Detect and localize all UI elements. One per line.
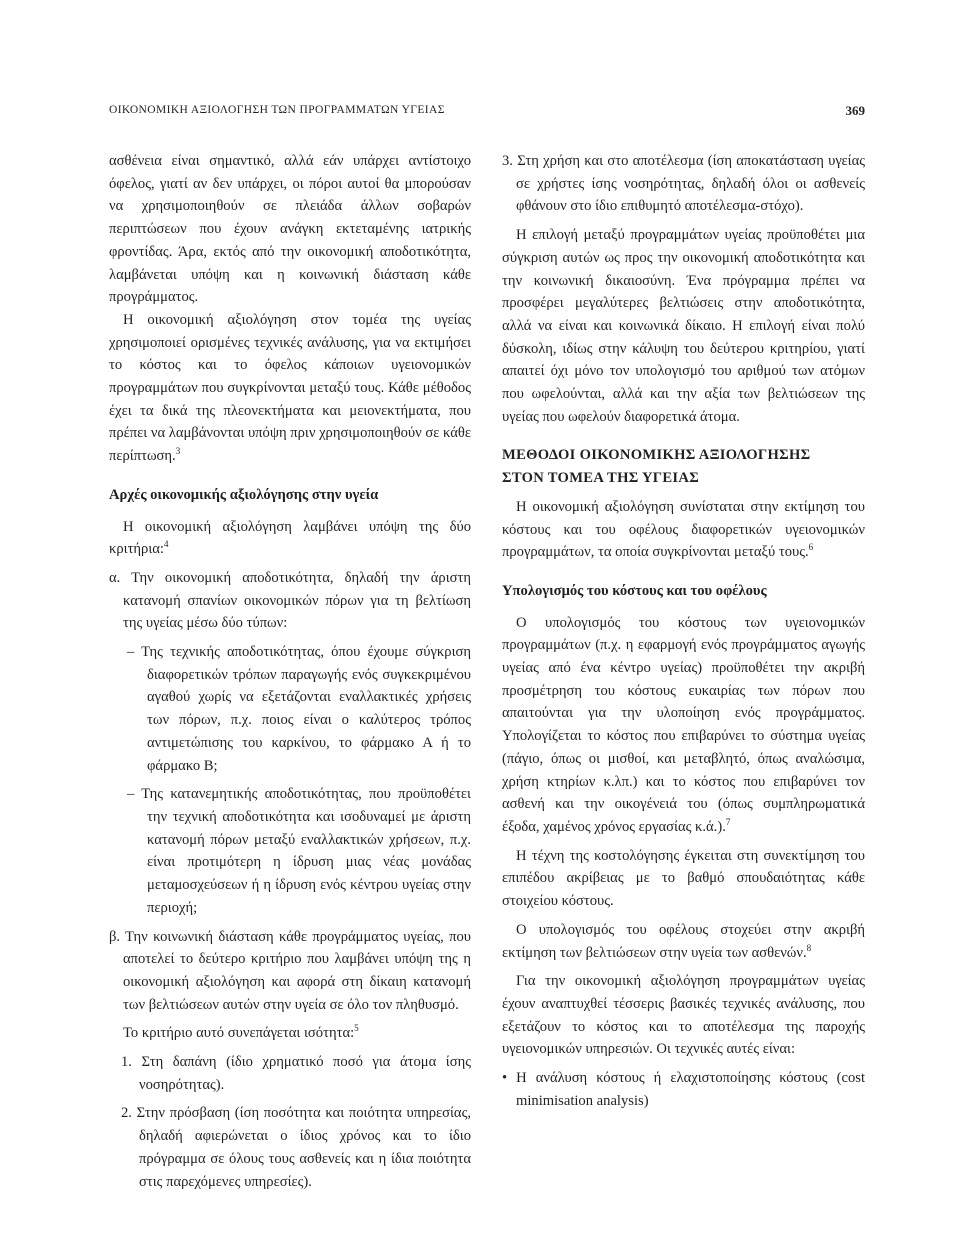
list-item: 1. Στη δαπάνη (ίδιο χρηματικό ποσό για άτομα ίσης νοσηρότητας). — [121, 1054, 471, 1093]
list-item: – Της κατανεμητικής αποδοτικότητας, που προϋποθέτει την τεχνική αποδοτικότητα και ισοδυναμεί με άριστη κατανομή πόρων μεταξύ εναλλακτικών χρήσεων, π.χ. είναι προτιμότερη η ίδρυση μιας νέας μονάδας μεταμοσχεύσεων ή η ίδρυση ενός κέντρου υγείας στην περιοχή; — [127, 786, 471, 916]
right-column — [502, 150, 865, 1112]
footnote-ref: 5 — [354, 1023, 359, 1034]
footnote-ref: 6 — [808, 542, 814, 553]
running-title: ΟΙΚΟΝΟΜΙΚΗ ΑΞΙΟΛΟΓΗΣΗ ΤΩΝ ΠΡΟΓΡΑΜΜΑΤΩΝ ΥΓΕΙΑΣ — [109, 104, 445, 116]
paragraph: ασθένεια είναι σημαντικό, αλλά εάν υπάρχει αντίστοιχο όφελος, γιατί αν δεν υπάρχει, οι πόροι αυτοί θα μπορούσαν να χρησιμοποιηθούν σε πλειάδα άλλων σοβαρών περιπτώσεων που έχουν ανάγκη εκτεταμένης ιατρικής φροντίδας. Άρα, εκτός από την οικονομική αποδοτικότητα, λαμβάνεται υπόψη και η κοινωνική διάσταση κάθε προγράμματος. — [109, 153, 471, 306]
paragraph: Η οικονομική αξιολόγηση στον τομέα της υγείας χρησιμοποιεί ορισμένες τεχνικές ανάλυσης, για να εκτιμήσει το κόστος και το όφελος κάποιων υγειονομικών προγραμμάτων που συγκρίνονται μεταξύ τους. Κάθε μέθοδος έχει τα δικά της πλεονεκτήματα και μειονεκτήματα, που πρέπει να λαμβάνονται υπόψη πριν χρησιμοποιηθούν σε κάθε περίπτωση.$^3$ — [109, 311, 471, 465]
running-header — [109, 104, 865, 124]
paragraph: Η οικονομική αξιολόγηση λαμβάνει υπόψη της δύο κριτήρια:$^4$ — [109, 518, 471, 558]
paragraph: Ο υπολογισμός του οφέλους στοχεύει στην ακριβή εκτίμηση των βελτιώσεων στην υγεία των ασθενών.$^8$ — [502, 921, 865, 961]
footnote-ref: 8 — [806, 942, 812, 953]
footnote-ref: 3 — [175, 446, 181, 457]
paragraph: Για την οικονομική αξιολόγηση προγραμμάτων υγείας έχουν αναπτυχθεί τέσσερις βασικές τεχνικές ανάλυσης, που εξετάζουν το κόστος και το αποτέλεσμα της παροχής υγειονομικών υπηρεσιών. Οι τεχνικές αυτές είναι: — [502, 973, 865, 1058]
subsection-heading: Υπολογισμός του κόστους και του οφέλους — [502, 582, 767, 599]
footnote-ref: 4 — [163, 539, 169, 550]
paragraph: Η επιλογή μεταξύ προγραμμάτων υγείας προϋποθέτει μια σύγκριση αυτών ως προς την οικονομική αποδοτικότητα και την κοινωνική δικαιοσύνη. Ένα πρόγραμμα πρέπει να προσφέρει μεγαλύτερες βελτιώσεις στην αποδοτικότητα, αλλά να είναι και κοινωνικά δίκαιο. Η επιλογή είναι πολύ δύσκολη, ιδίως στην κάλυψη του δεύτερου κριτηρίου, γιατί απαιτεί όχι μόνο τον υπολογισμό του αριθμού των ατόμων που ωφελούνται, αλλά και την αξία των βελτιώσεων της υγείας που ωφελούν διαφορετικά άτομα. — [502, 227, 865, 425]
paragraph: Το κριτήριο αυτό συνεπάγεται ισότητα:$^5$ — [123, 1023, 359, 1042]
list-item: 2. Στην πρόσβαση (ίση ποσότητα και ποιότητα υπηρεσίας, δηλαδή αφιερώνεται ο ίδιος χρόνος και το ίδιο πρόγραμμα σε όλους τους ασθενείς και η ίδια ποιότητα στις παρεχόμενες υπηρεσίες). — [121, 1105, 471, 1190]
paragraph: Η τέχνη της κοστολόγησης έγκειται στη συνεκτίμηση του επιπέδου ακρίβειας με το βαθμό σπουδαιότητας κάθε στοιχείου κόστους. — [502, 847, 865, 910]
section-heading: ΜΕΘΟΔΟΙ ΟΙΚΟΝΟΜΙΚΗΣ ΑΞΙΟΛΟΓΗΣΗΣ ΣΤΟΝ ΤΟΜΕΑ ΤΗΣ ΥΓΕΙΑΣ — [502, 447, 811, 487]
list-item: α. Την οικονομική αποδοτικότητα, δηλαδή την άριστη κατανομή σπανίων οικονομικών πόρων για τη βελτίωση της υγείας μέσω δύο τύπων: — [109, 569, 471, 632]
section-heading: Αρχές οικονομικής αξιολόγησης στην υγεία — [109, 486, 379, 503]
list-item: • Η ανάλυση κόστους ή ελαχιστοποίησης κόστους (cost minimisation analysis) — [502, 1070, 865, 1109]
left-column — [109, 150, 471, 1193]
list-item: β. Την κοινωνική διάσταση κάθε προγράμματος υγείας, που αποτελεί το δεύτερο κριτήριο που λαμβάνει υπόψη της η οικονομική αξιολόγηση και αφορά στη δίκαιη κατανομή των βελτιώσεων αυτών στην υγεία σε όλο τον πληθυσμό. — [109, 928, 471, 1013]
footnote-ref: 7 — [725, 817, 731, 828]
list-item: – Της τεχνικής αποδοτικότητας, όπου έχουμε σύγκριση διαφορετικών τρόπων παραγωγής ενός συγκεκριμένου αγαθού χωρίς να εξετάζονται εναλλακτικές χρήσεις των πόρων, π.χ. ποιος είναι ο καλύτερος τρόπος αντιμετώπισης του καρκίνου, το φάρμακο Α ή το φάρμακο Β; — [127, 644, 471, 774]
page-number: 369 — [845, 103, 865, 118]
list-item: 3. Στη χρήση και στο αποτέλεσμα (ίση αποκατάσταση υγείας σε χρήστες ίσης νοσηρότητας, δηλαδή όλοι οι ασθενείς φθάνουν στο ίδιο επιθυμητό αποτέλεσμα-στόχο). — [502, 153, 865, 215]
paragraph: Ο υπολογισμός του κόστους των υγειονομικών προγραμμάτων (π.χ. η εφαρμογή ενός προγράμματος αγωγής υγείας από ένα κέντρο υγείας) προϋποθέτει την ακριβή προσμέτρηση του κόστους ευκαιρίας των πόρων που απαιτούνται για την υλοποίηση ενός προγράμματος. Υπολογίζεται το κόστος που επιβαρύνει το σύστημα υγείας (πάγιο, όπως οι μισθοί, και μεταβλητό, όπως αναλώσιμα, χρήση κτηρίων κ.λπ.) και το κόστος που επιβαρύνει τον ασθενή και την οικογένειά του (όπως συμπληρωματικά έξοδα, χαμένος χρόνος εργασίας κ.ά.).$^7$ — [502, 614, 865, 835]
paragraph: Η οικονομική αξιολόγηση συνίσταται στην εκτίμηση του κόστους και του οφέλους διαφορετικών υγειονομικών προγραμμάτων, τα οποία συγκρίνονται μεταξύ τους.$^6$ — [502, 498, 865, 561]
